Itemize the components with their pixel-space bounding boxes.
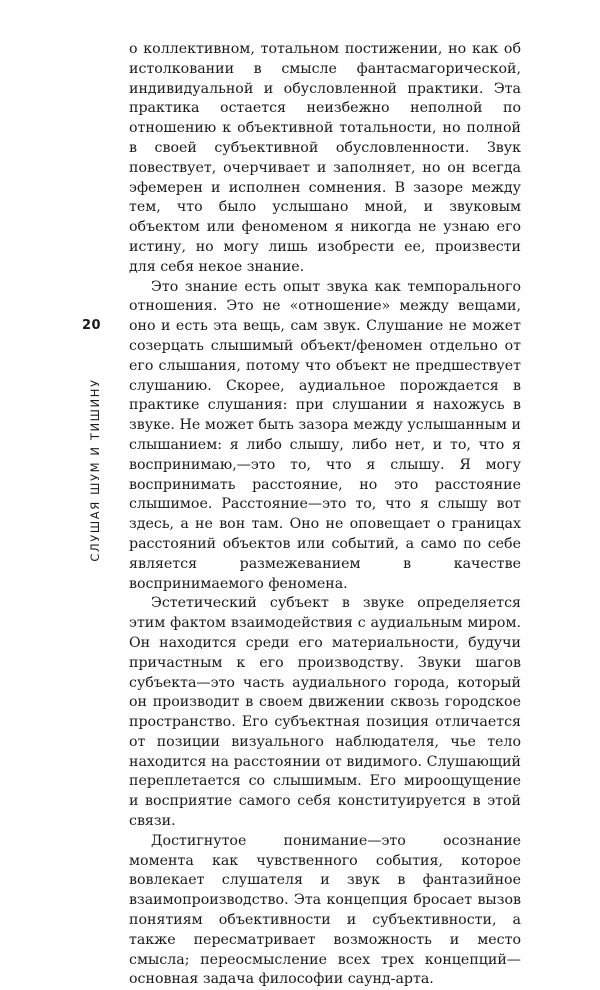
paragraph-1: о коллективном, тотальном постижении, но как об истолковании в смысле фантасмагорической, индивидуальной и обусловленной практики. Эта практика остается неизбежно неполной по отношению к объективной тотальности, но полной в своей субъективной обусловленности. Звук повествует, очерчивает и заполняет, но он всегда эфемерен и исполнен сомнения. В зазоре между тем, что было услышано мной, и звуковым объектом или феноменом я никогда не узнаю его истину, но могу лишь изобрести ее, произвести для себя некое знание. <box>129 41 521 275</box>
paragraph-3: Эстетический субъект в звуке определяется этим фактом взаимодействия с аудиальным миром. Он находится среди его материальности, будучи причастным к его производству. Звуки шагов субъекта—это часть аудиального города, который он производит в своем движении сквозь городское пространство. Его субъектная позиция отличается от позиции визуального наблюдателя, чье тело находится на расстоянии от видимого. Слушающий переплетается со слышимым. Его мироощущение и восприятие самого себя конституируется в этой связи. <box>129 595 521 830</box>
body-text <box>129 40 521 990</box>
paragraph-2: Это знание есть опыт звука как темпорального отношения. Это не «отношение» между вещами, оно и есть эта вещь, сам звук. Слушание не может созерцать слышимый объект/феномен отдельно от его слышания, потому что объект не предшествует слушанию. Скорее, аудиальное порождается в практике слушания: при слушании я нахожусь в звуке. Не может быть зазора между услышанным и слышанием: я либо слышу, либо нет, и то, что я воспринимаю,—это то, что я слышу. Я могу воспринимать расстояние, но это расстояние слышимое. Расстояние—это то, что я слышу вот здесь, а не вон там. Оно не оповещает о границах расстояний объектов или событий, а само по себе является размежеванием в качестве воспринимаемого феномена. <box>129 278 521 592</box>
paragraph-4: Достигнутое понимание—это осознание момента как чувственного события, которое вовлекает слушателя и звук в фантазийное взаимопроизводство. Эта концепция бросает вызов понятиям объективности и субъективности, а также пересматривает возможность и место смысла; переосмысление всех трех концепций—основная задача философии саунд-арта. <box>129 832 521 988</box>
page-number: 20 <box>82 318 102 333</box>
running-title: СЛУШАЯ ШУМ И ТИШИНУ <box>88 378 102 562</box>
